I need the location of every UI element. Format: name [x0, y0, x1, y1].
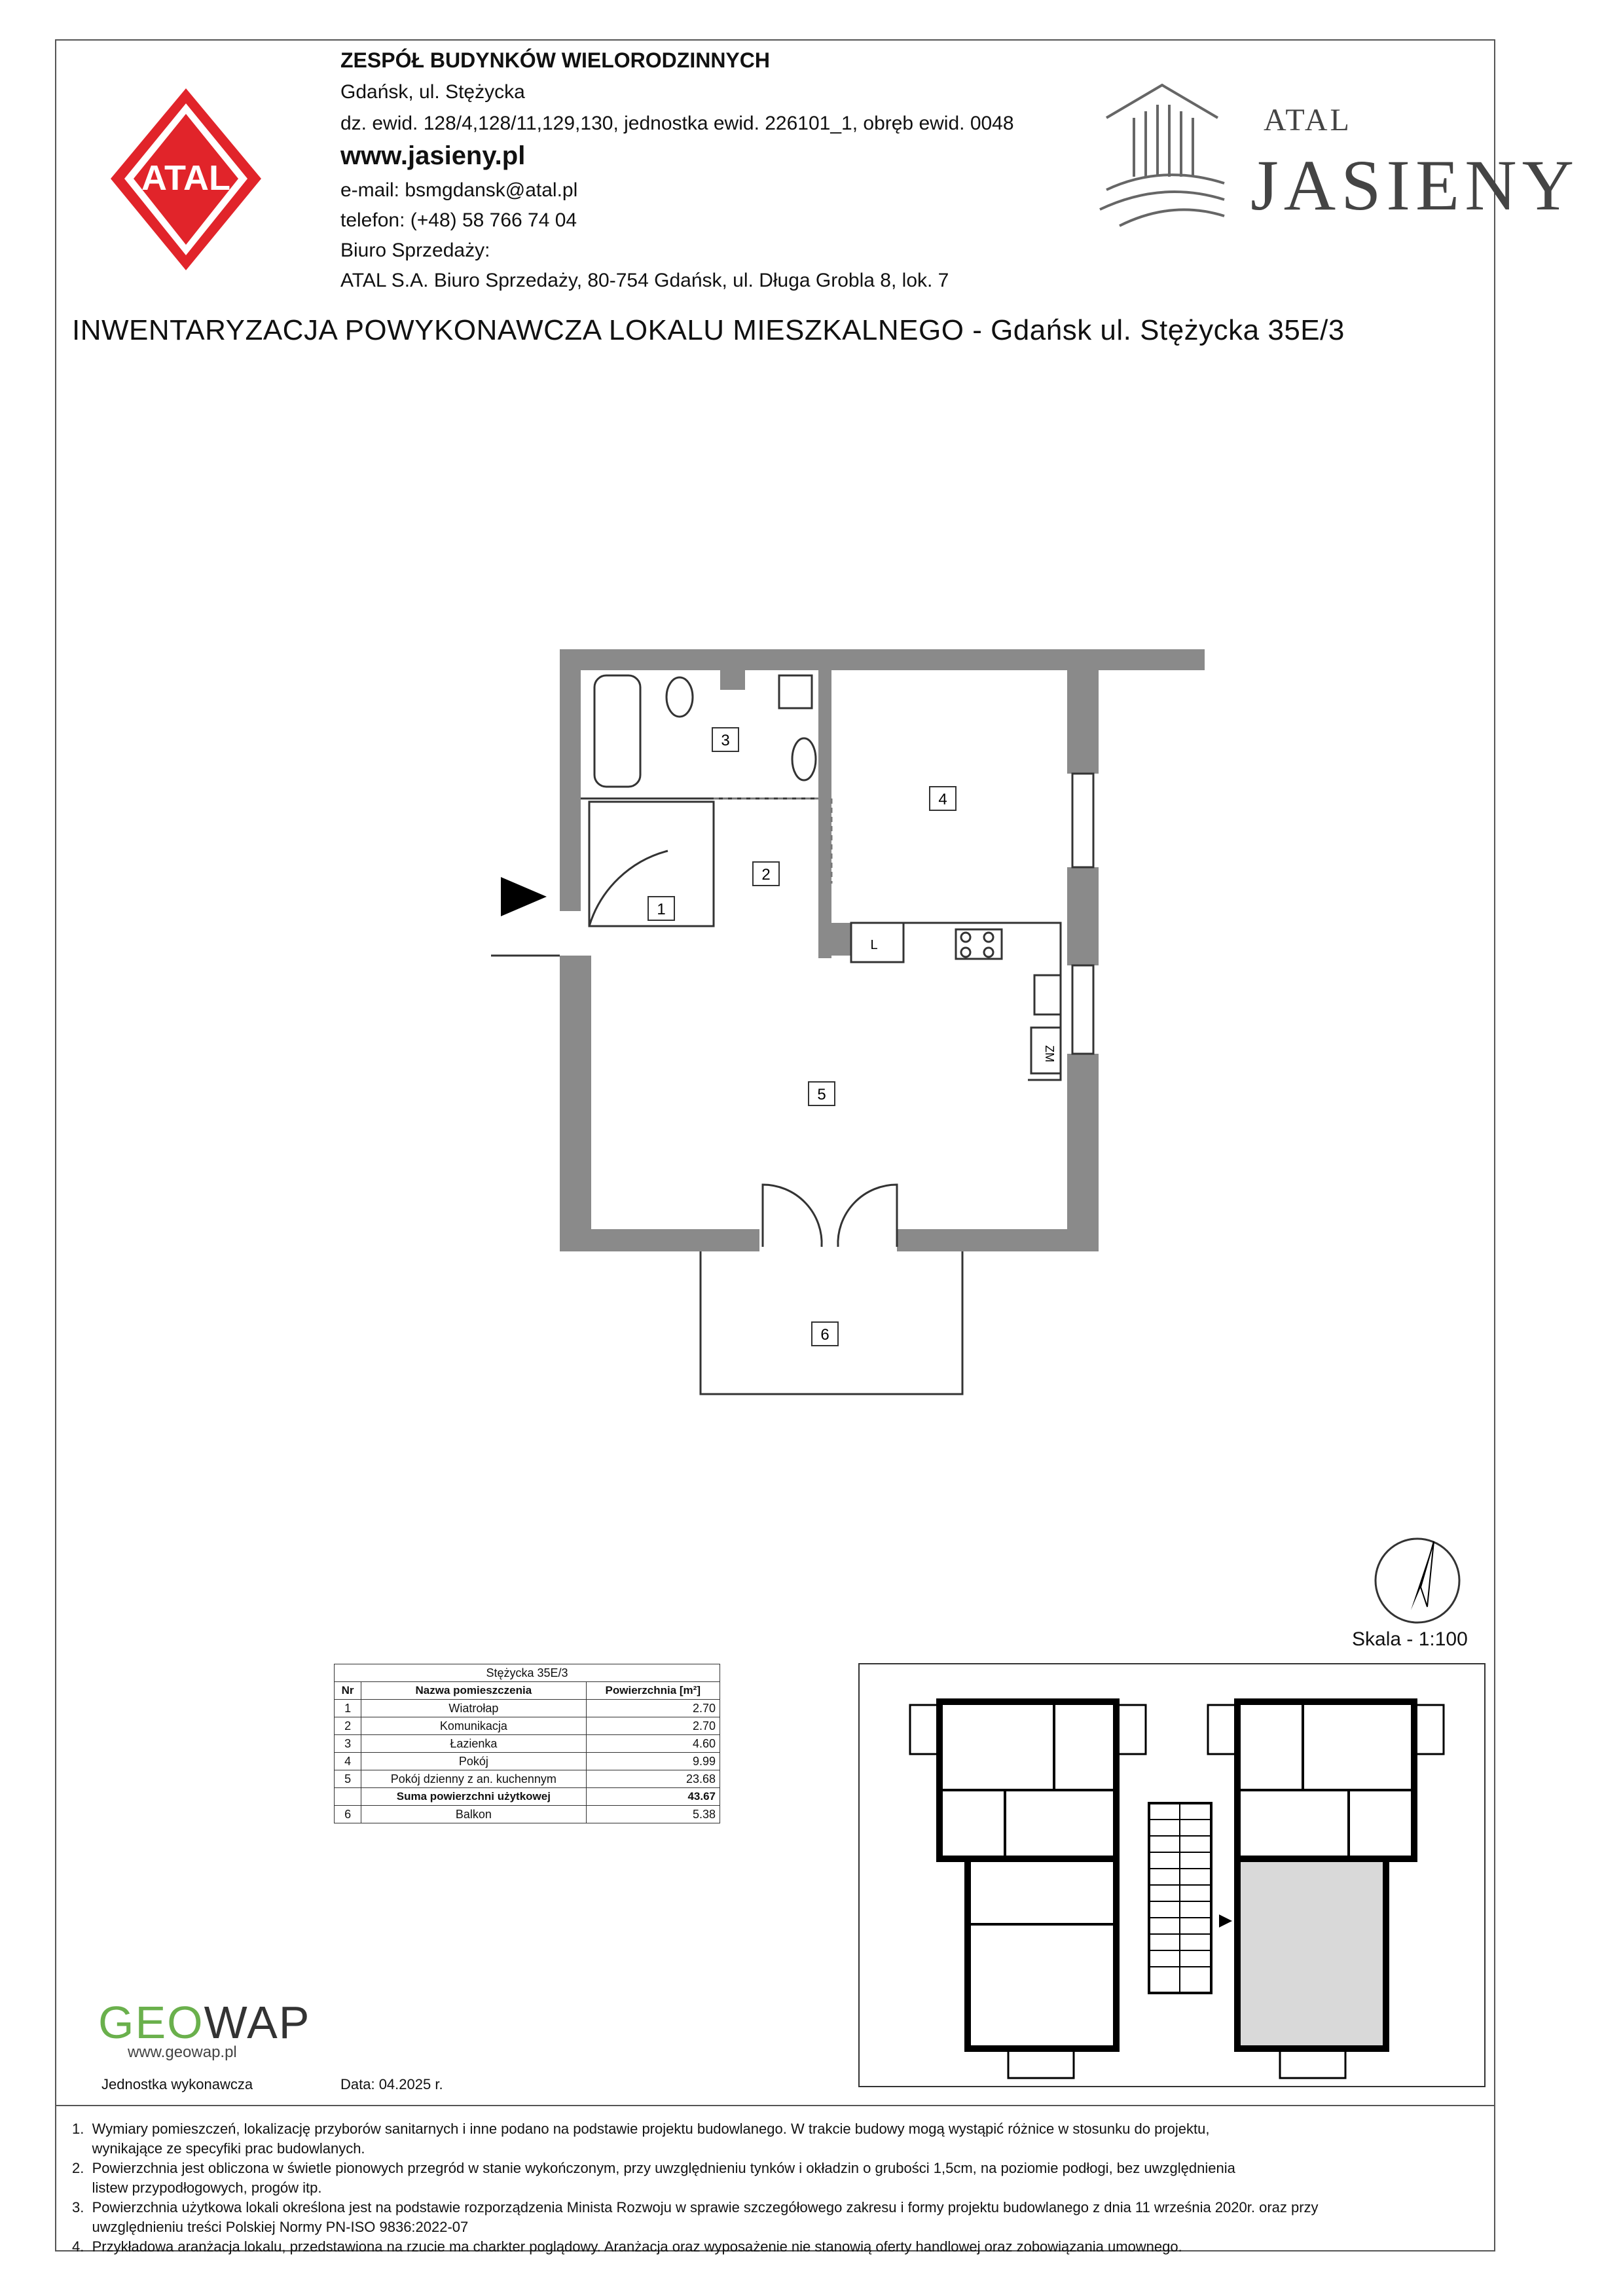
table-cell-area: 5.38 [586, 1806, 720, 1823]
table-cell-nr: 1 [335, 1700, 361, 1717]
wall-left-upper [560, 649, 581, 911]
table-cell-name: Balkon [361, 1806, 586, 1823]
table-sum-value: 43.67 [586, 1788, 720, 1806]
table-cell-name: Pokój [361, 1753, 586, 1770]
room-label-2: 2 [761, 866, 771, 884]
note-line: 1. Wymiary pomieszczeń, lokalizację przyborów sanitarnych i inne podano na podstawie projektu budowlanego. W trakcie budowy mogą wystąpić różnice w stosunku do projektu, [72, 2121, 1210, 2137]
table-cell-area: 4.60 [586, 1735, 720, 1753]
geowap-logo [98, 1996, 310, 2049]
table-caption: Stężycka 35E/3 [335, 1664, 720, 1682]
email[interactable]: e-mail: bsmgdansk@atal.pl [340, 179, 578, 201]
table-cell-nr: 5 [335, 1770, 361, 1788]
notes-divider [55, 2105, 1495, 2106]
room-label-6: 6 [820, 1326, 830, 1344]
table-cell-area: 9.99 [586, 1753, 720, 1770]
table-cell-nr: 4 [335, 1753, 361, 1770]
brand-small: ATAL [1264, 103, 1352, 137]
address: Gdańsk, ul. Stężycka [340, 81, 525, 103]
window-room-4 [1072, 774, 1093, 867]
washer-box [779, 675, 812, 708]
table-cell-nr: 2 [335, 1717, 361, 1735]
room-table [334, 1664, 720, 1823]
geowap-url[interactable]: www.geowap.pl [128, 2043, 237, 2061]
wall-right-2 [1067, 867, 1099, 965]
wall-partition-vertical [818, 670, 831, 958]
jasieny-mark [1093, 79, 1231, 229]
fridge-label: L [870, 938, 878, 952]
table-cell-area: 2.70 [586, 1700, 720, 1717]
notes [72, 2119, 1480, 2257]
compass-icon [1372, 1535, 1463, 1626]
company-name: ZESPÓŁ BUDYNKÓW WIELORODZINNYCH [340, 48, 770, 72]
floor-plan [471, 635, 1244, 1407]
wall-bottom-left [560, 1229, 759, 1251]
geowap-wap: WAP [204, 1997, 311, 2048]
note-line: uwzględnieniu treści Polskiej Normy PN-ISO 9836:2022-07 [72, 2219, 469, 2235]
table-row [335, 1717, 720, 1735]
atal-logo [107, 85, 264, 275]
unit-label: Jednostka wykonawcza [101, 2076, 253, 2092]
wall-kitchen-corner [818, 923, 851, 956]
wall-left-lower [560, 956, 591, 1251]
website-link[interactable]: www.jasieny.pl [340, 141, 526, 170]
table-header-name: Nazwa pomieszczenia [361, 1682, 586, 1700]
table-header-nr: Nr [335, 1682, 361, 1700]
bathroom-sink [792, 738, 816, 780]
table-row [335, 1806, 720, 1823]
page-title: INWENTARYZACJA POWYKONAWCZA LOKALU MIESZKALNEGO - Gdańsk ul. Stężycka 35E/3 [72, 314, 1345, 346]
table-row [335, 1753, 720, 1770]
note-line: 2. Powierzchnia jest obliczona w świetle pionowych przegród w stanie wykończonym, przy uwzględnieniu tynków i okładzin o grubości 1,5cm, na poziomie podłogi, bez uwzględnienia [72, 2160, 1235, 2176]
brand-big: JASIENY [1250, 145, 1580, 225]
table-row [335, 1770, 720, 1788]
office-address: ATAL S.A. Biuro Sprzedaży, 80-754 Gdańsk, ul. Długa Grobla 8, lok. 7 [340, 270, 949, 291]
kitchen-sink [1034, 975, 1061, 1014]
toilet [666, 677, 693, 717]
balcony-door-left [763, 1185, 822, 1247]
date-label: Data: 04.2025 r. [340, 2076, 443, 2092]
table-cell-area: 2.70 [586, 1717, 720, 1735]
table-sum-label: Suma powierzchni użytkowej [361, 1788, 586, 1806]
bathtub [594, 675, 640, 787]
table-header-area: Powierzchnia [m²] [586, 1682, 720, 1700]
room-label-3: 3 [721, 732, 730, 749]
wall-bath-stub [720, 670, 745, 690]
highlighted-unit [1241, 1862, 1383, 2045]
window-room-5 [1072, 965, 1093, 1054]
table-row [335, 1735, 720, 1753]
room-label-1: 1 [657, 901, 666, 918]
geowap-geo: GEO [98, 1997, 204, 2048]
wall-right-1 [1067, 649, 1099, 774]
wall-top [560, 649, 1205, 670]
note-line: wynikające ze specyfiki prac budowlanych. [72, 2140, 365, 2157]
atal-logo-text: ATAL [141, 158, 230, 198]
table-cell-name: Pokój dzienny z an. kuchennym [361, 1770, 586, 1788]
table-cell-name: Łazienka [361, 1735, 586, 1753]
table-cell-nr: 3 [335, 1735, 361, 1753]
table-sum-row [335, 1788, 720, 1806]
parcels: dz. ewid. 128/4,128/11,129,130, jednostka ewid. 226101_1, obręb ewid. 0048 [340, 113, 1014, 134]
wall-bottom-right [897, 1229, 1099, 1251]
note-line: listew przypodłogowych, progów itp. [72, 2179, 322, 2196]
building-key-plan [858, 1662, 1486, 2088]
room-label-5: 5 [817, 1086, 826, 1103]
phone: telefon: (+48) 58 766 74 04 [340, 209, 577, 231]
wall-right-3 [1067, 1054, 1099, 1251]
table-cell-area: 23.68 [586, 1770, 720, 1788]
balcony-door-right [838, 1185, 897, 1247]
table-row [335, 1700, 720, 1717]
note-line: 4. Przykładowa aranżacja lokalu, przedstawiona na rzucie ma charkter poglądowy. Aranżacja oraz wyposażenie nie stanowią oferty handlowej oraz zobowiązania umownego. [72, 2238, 1182, 2255]
office-label: Biuro Sprzedaży: [340, 240, 490, 261]
table-cell-name: Wiatrołap [361, 1700, 586, 1717]
note-line: 3. Powierzchnia użytkowa lokali określona jest na podstawie rozporządzenia Minista Rozwoju w sprawie szczegółowego zakresu i formy projektu budowlanego z dnia 11 września 2020r. oraz przy [72, 2199, 1319, 2215]
table-cell-name: Komunikacja [361, 1717, 586, 1735]
washer-label: ZM [1043, 1045, 1056, 1062]
table-cell-nr: 6 [335, 1806, 361, 1823]
room-label-4: 4 [938, 791, 947, 808]
entry-arrow-icon [501, 877, 547, 916]
scale-label: Skala - 1:100 [1352, 1628, 1468, 1650]
